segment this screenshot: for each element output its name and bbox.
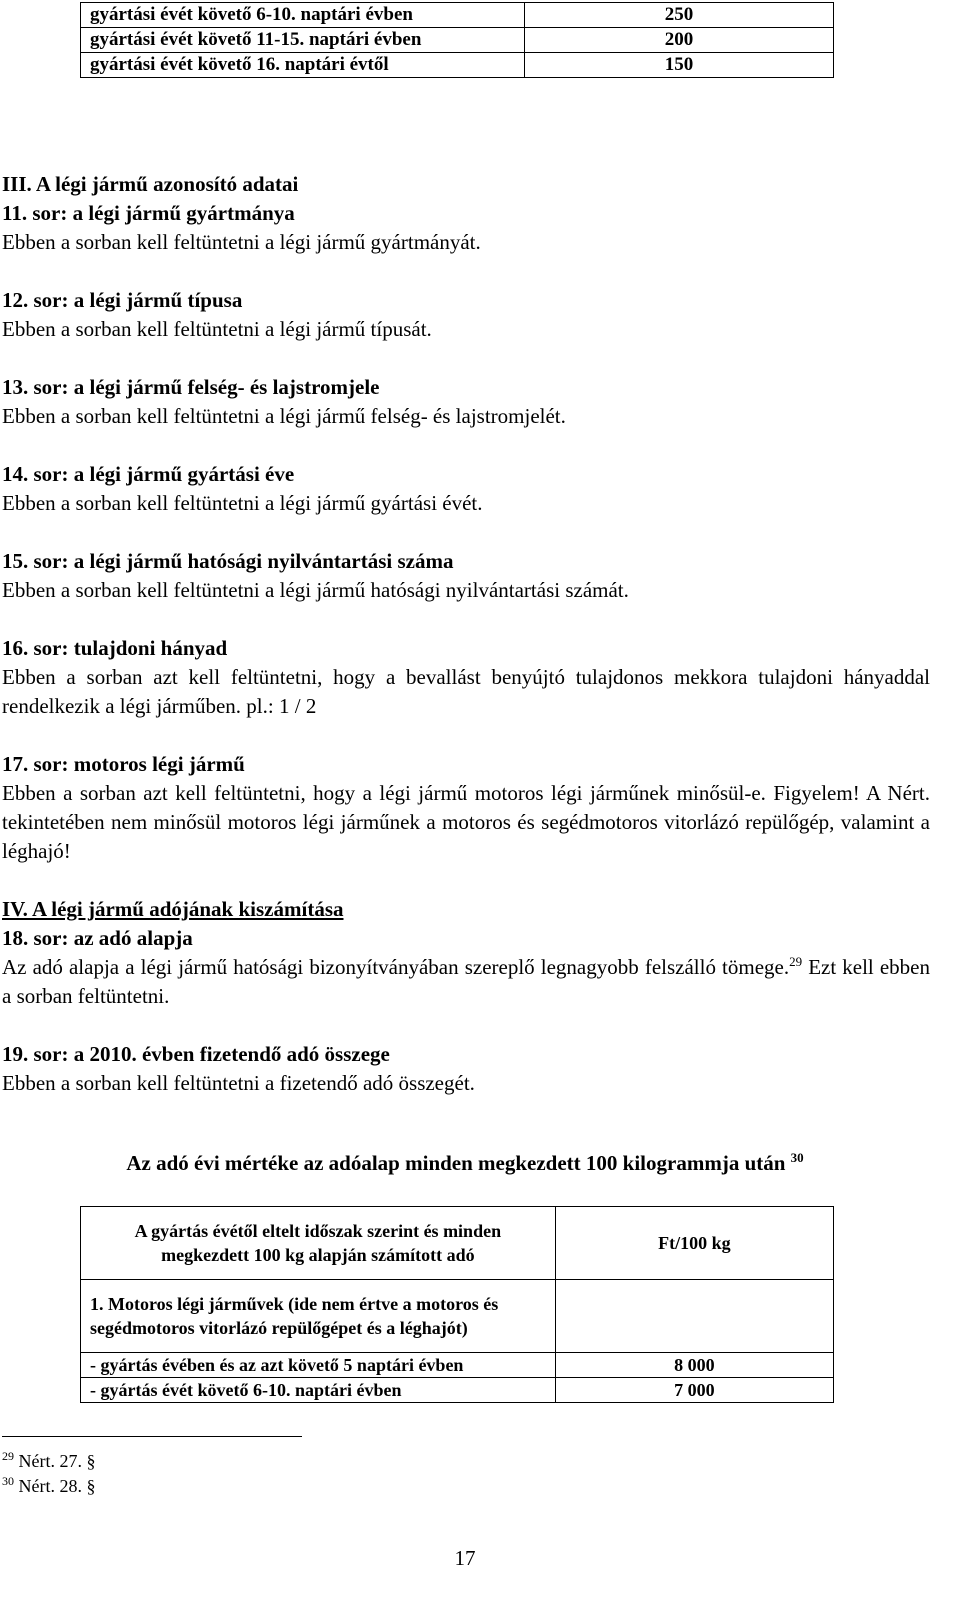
- item-13-text: Ebben a sorban kell feltüntetni a légi jármű felség- és lajstromjelét.: [2, 404, 566, 428]
- table-row: [81, 1378, 834, 1403]
- table-cell-value: 8 000: [555, 1353, 833, 1378]
- rate-heading: [0, 1149, 930, 1178]
- item-15-text: Ebben a sorban kell feltüntetni a légi jármű hatósági nyilvántartási számát.: [2, 578, 629, 602]
- document-body: [2, 170, 930, 1098]
- item-15-heading: 15. sor: a légi jármű hatósági nyilvántartási száma: [2, 549, 454, 573]
- footnote-number: 30: [2, 1474, 14, 1488]
- footnote-number: 29: [2, 1449, 14, 1463]
- table-row: [81, 1353, 834, 1378]
- item-12-heading: 12. sor: a légi jármű típusa: [2, 288, 243, 312]
- item-17-text: Ebben a sorban azt kell feltüntetni, hogy a légi jármű motoros légi járműnek minősül-e. Figyelem! A Nért. tekintetében nem minősül motoros légi járműnek a motoros és segédmotoros vitorlázó repülőgép, valamint a léghajó!: [2, 781, 930, 863]
- footnote-30: [2, 1475, 95, 1497]
- item-12-text: Ebben a sorban kell feltüntetni a légi jármű típusát.: [2, 317, 432, 341]
- table-cell-label: gyártási évét követő 6-10. naptári évben: [81, 3, 525, 28]
- item-11-heading: 11. sor: a légi jármű gyártmánya: [2, 201, 295, 225]
- footnote-separator: [2, 1436, 302, 1437]
- table-row: [81, 53, 834, 78]
- top-rate-table: [80, 2, 834, 78]
- table-cell-label: gyártási évét követő 16. naptári évtől: [81, 53, 525, 78]
- table-cell-value: 250: [525, 3, 834, 28]
- table-cell-label: - gyártás évét követő 6-10. naptári évben: [81, 1378, 556, 1403]
- table-cell-label: - gyártás évében és az azt követő 5 naptári évben: [81, 1353, 556, 1378]
- item-13-heading: 13. sor: a légi jármű felség- és lajstromjele: [2, 375, 380, 399]
- item-14-text: Ebben a sorban kell feltüntetni a légi jármű gyártási évét.: [2, 491, 483, 515]
- footnote-ref-30: 30: [790, 1150, 804, 1165]
- footnote-text: Nért. 27. §: [18, 1451, 96, 1471]
- item-16-text: Ebben a sorban azt kell feltüntetni, hogy a bevallást benyújtó tulajdonos mekkora tulajdoni hányaddal rendelkezik a légi járműben. pl.: 1 / 2: [2, 665, 930, 718]
- rate-heading-text: Az adó évi mértéke az adóalap minden megkezdett 100 kilogrammja után: [126, 1151, 786, 1175]
- table-cell-value: 7 000: [555, 1378, 833, 1403]
- item-18-heading: 18. sor: az adó alapja: [2, 926, 193, 950]
- item-14-heading: 14. sor: a légi jármű gyártási éve: [2, 462, 295, 486]
- table-cell-category: 1. Motoros légi járművek (ide nem értve a motoros és segédmotoros vitorlázó repülőgépet és a léghajót): [81, 1280, 556, 1353]
- footnote-29: [2, 1450, 95, 1472]
- table-row: [81, 3, 834, 28]
- item-18-text-main: Az adó alapja a légi jármű hatósági bizonyítványában szereplő legnagyobb felszálló tömege.: [2, 955, 790, 979]
- table-header-unit: Ft/100 kg: [555, 1207, 833, 1280]
- section-4-title: IV. A légi jármű adójának kiszámítása: [2, 897, 344, 921]
- rate-table: [80, 1206, 834, 1403]
- item-18-text: [2, 953, 930, 1011]
- item-19-text: Ebben a sorban kell feltüntetni a fizetendő adó összegét.: [2, 1071, 475, 1095]
- footnote-text: Nért. 28. §: [18, 1476, 96, 1496]
- item-17-heading: 17. sor: motoros légi jármű: [2, 752, 245, 776]
- page-number: 17: [454, 1546, 476, 1570]
- section-3-title: III. A légi jármű azonosító adatai: [2, 172, 299, 196]
- item-11-text: Ebben a sorban kell feltüntetni a légi jármű gyártmányát.: [2, 230, 481, 254]
- table-header-period: A gyártás évétől eltelt időszak szerint és minden megkezdett 100 kg alapján számított adó: [81, 1207, 556, 1280]
- item-18-text-tail: Ezt kell ebben a sorban feltüntetni.: [2, 955, 930, 1008]
- table-cell-value: 200: [525, 28, 834, 53]
- table-row: [81, 1280, 834, 1353]
- table-cell-label: gyártási évét követő 11-15. naptári évben: [81, 28, 525, 53]
- table-header-row: [81, 1207, 834, 1280]
- table-cell-empty: [555, 1280, 833, 1353]
- item-16-heading: 16. sor: tulajdoni hányad: [2, 636, 228, 660]
- table-cell-value: 150: [525, 53, 834, 78]
- table-row: [81, 28, 834, 53]
- item-19-heading: 19. sor: a 2010. évben fizetendő adó összege: [2, 1042, 390, 1066]
- footnote-ref-29: 29: [789, 954, 803, 969]
